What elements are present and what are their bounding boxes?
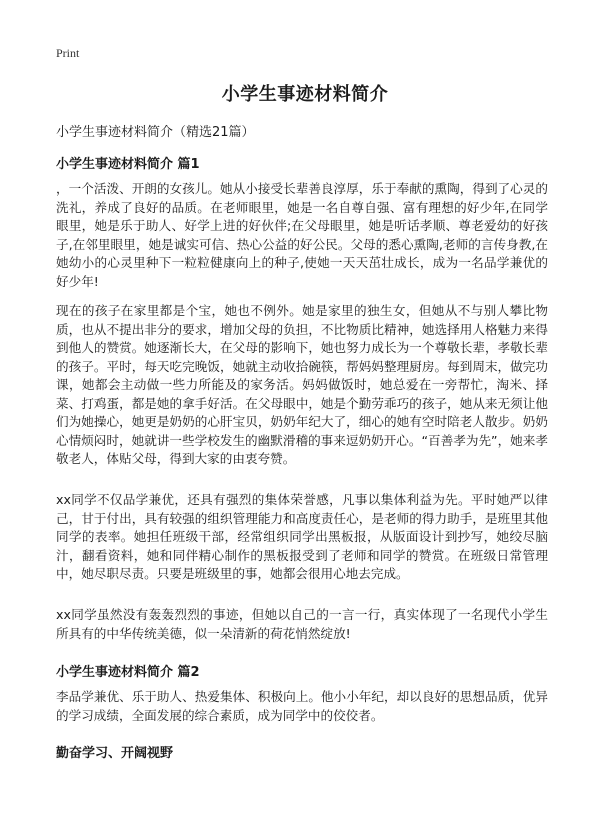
document-subtitle: 小学生事迹材料简介（精选21篇） [56, 125, 255, 140]
document-title: 小学生事迹材料简介 [221, 84, 389, 105]
paragraph: 李品学兼优、乐于助人、热爱集体、积极向上。他小小年纪，却以良好的思想品质，优异的学习成绩，全面发展的综合素质，成为同学中的佼佼者。 [56, 689, 548, 723]
paragraph: ，一个活泼、开朗的女孩儿。她从小接受长辈善良淳厚，乐于奉献的熏陶，得到了心灵的洗礼，养成了良好的品质。在老师眼里，她是一名自尊自强、富有理想的好少年,在同学眼里，她是乐于助人、好学上进的好伙伴;在父母眼里，她是听话孝顺、尊老爱幼的好孩子,在邻里眼里，她是诚实可信、热心公益的好公民。父母的悉心熏陶,老师的言传身教,在她幼小的心灵里种下一粒粒健康向上的种子,使她一天天茁壮成长，成为一名品学兼优的好少年! [56, 181, 548, 289]
paragraph: xx同学不仅品学兼优，还具有强烈的集体荣誉感，凡事以集体利益为先。平时她严以律己，甘于付出，具有较强的组织管理能力和高度责任心，是老师的得力助手，是班里其他同学的表率。她担任班级干部，经常组织同学出黑板报，从版面设计到抄写，她绞尽脑汁，翻看资料，她和同伴精心制作的黑板报受到了老师和同学的赞赏。在班级日常管理中，她尽职尽责。只要是班级里的事，她都会很用心地去完成。 [56, 492, 548, 581]
section-heading-2: 小学生事迹材料简介 篇2 [56, 665, 200, 680]
print-link[interactable]: Print [56, 46, 80, 60]
section-heading-3: 勤奋学习、开阔视野 [56, 746, 174, 761]
paragraph: xx同学虽然没有轰轰烈烈的事迹，但她以自己的一言一行，真实体现了一名现代小学生所具有的中华传统美德，似一朵清新的荷花悄然绽放! [56, 607, 548, 641]
section-heading-1: 小学生事迹材料简介 篇1 [56, 157, 200, 172]
paragraph: 现在的孩子在家里都是个宝，她也不例外。她是家里的独生女，但她从不与别人攀比物质，也从不提出非分的要求，增加父母的负担，不比物质比精神，她选择用人格魅力来得到他人的赞赏。她逐渐长大，在父母的影响下，她也努力成长为一个尊敬长辈，孝敬长辈的孩子。平时，每天吃完晚饭，她就主动收拾碗筷，帮妈妈整理厨房。每到周末，做完功课，她都会主动做一些力所能及的家务活。妈妈做饭时，她总爱在一旁帮忙，淘米、择菜、打鸡蛋，都是她的拿手好活。在父母眼中，她是个勤劳乖巧的孩子，她从来无须让他们为她操心，她更是奶奶的心肝宝贝，奶奶年纪大了，细心的她有空时陪老人散步。奶奶心情烦闷时，她就讲一些学校发生的幽默滑稽的事来逗奶奶开心。“百善孝为先”，她来孝敬老人，体贴父母，得到大家的由衷夸赞。 [56, 303, 548, 466]
